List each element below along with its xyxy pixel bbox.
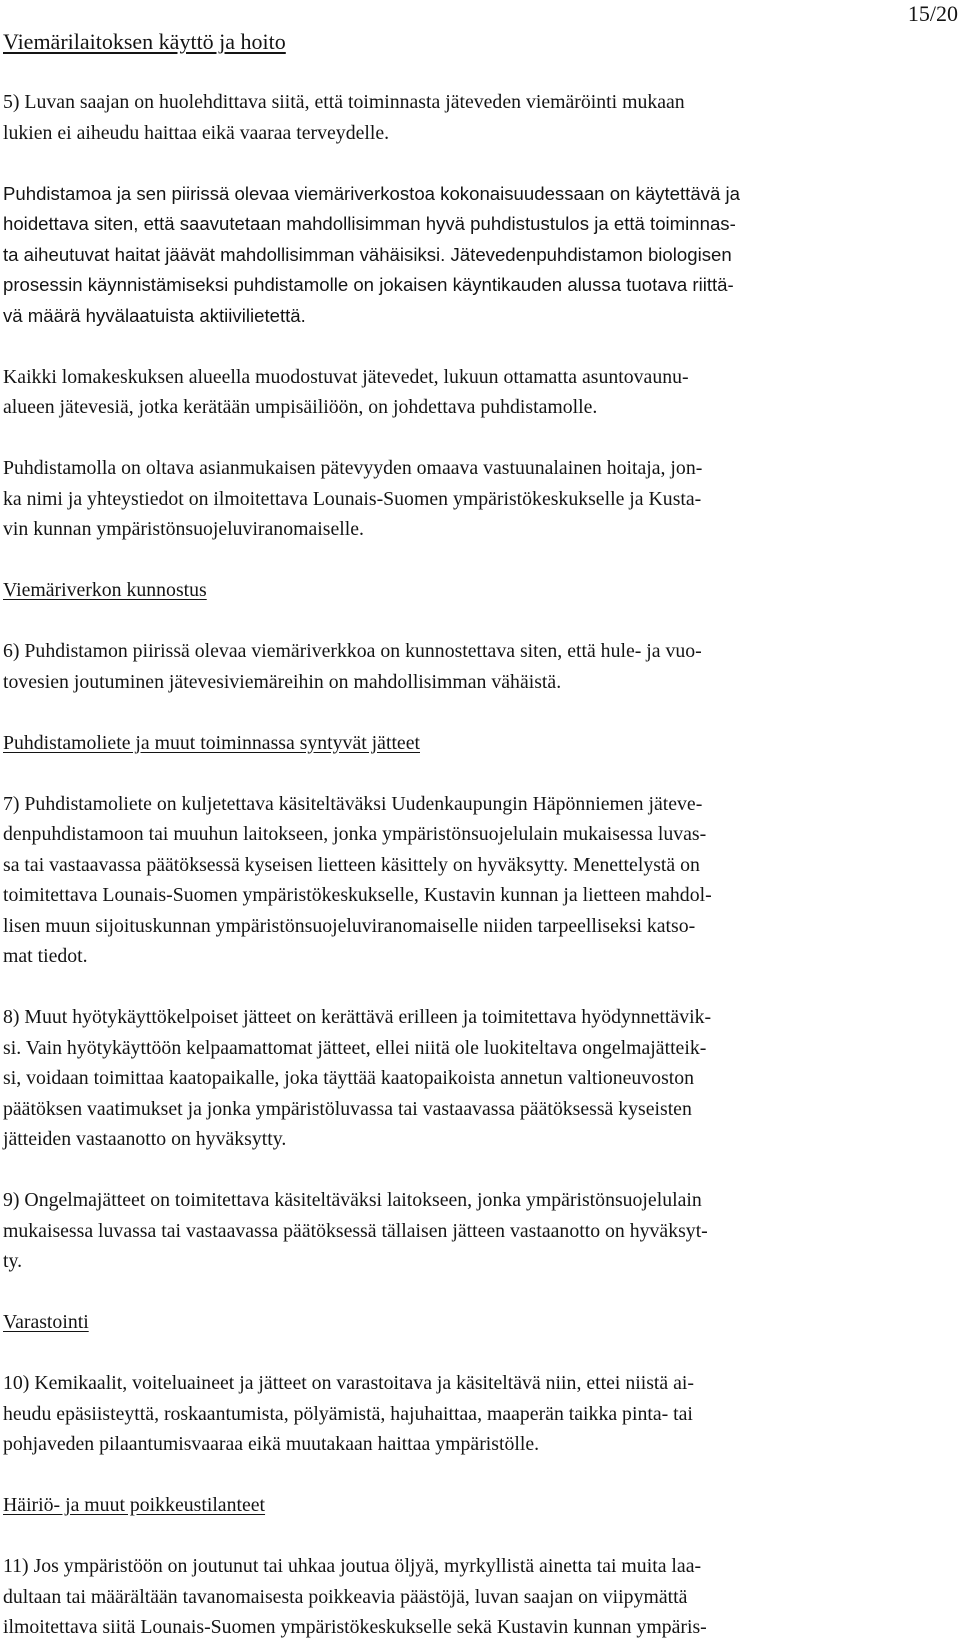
text-line: mukaisessa luvassa tai vastaavassa päätöksessä tällaisen jätteen vastaanotto on hyväksyt- [3,1219,708,1242]
text-line: hoidettava siten, että saavutetaan mahdollisimman hyvä puhdistustulos ja että toiminnas- [3,213,736,234]
text-line: heudu epäsiisteyttä, roskaantumista, pölyämistä, hajuhaittaa, maaperän taikka pinta- tai [3,1402,693,1425]
text-line: 5) Luvan saajan on huolehdittava siitä, että toiminnasta jäteveden viemäröinti mukaan [3,91,685,113]
text-line: ka nimi ja yhteystiedot on ilmoitettava Lounais-Suomen ympäristökeskukselle ja Kusta- [3,487,702,510]
page-number: 15/20 [907,1,958,26]
paragraph-waste-water [3,362,955,423]
text-line: jätteiden vastaanotto on hyväksytty. [3,1128,287,1150]
text-line: prosessin käynnistämiseksi puhdistamolle on jokaisen käyntikauden alussa tuotava riittä- [3,274,734,295]
text-line: si. Vain hyötykäyttöön kelpaamattomat jätteet, ellei niitä ole luokiteltava ongelmajätteik- [3,1036,707,1059]
text-line: ilmoitettava siitä Lounais-Suomen ympäristökeskukselle sekä Kustavin kunnan ympäris- [3,1616,707,1638]
text-line: pohjaveden pilaantumisvaaraa eikä muutakaan haittaa ympäristölle. [3,1433,540,1455]
text-line: ta aiheutuvat haitat jäävät mahdollisimman vähäisiksi. Jätevedenpuhdistamon biologisen [3,243,732,265]
heading-text: Häiriö- ja muut poikkeustilanteet [3,1494,266,1516]
section-heading-sludge-waste [3,728,955,759]
text-line: dultaan tai määrältään tavanomaisesta poikkeavia päästöjä, luvan saajan on viipymättä [3,1585,688,1608]
text-line: lukien ei aiheudu haittaa eikä vaaraa terveydelle. [3,121,390,144]
heading-text: Puhdistamoliete ja muut toiminnassa syntyvät jätteet [3,731,420,754]
text-line: vin kunnan ympäristönsuojeluviranomaiselle. [3,518,364,540]
document-header-title: Viemärilaitoksen käyttö ja hoito [3,29,286,54]
text-line: lisen muun sijoituskunnan ympäristönsuojeluviranomaiselle niiden tarpeelliseksi katso- [3,914,696,937]
text-line: Kaikki lomakeskuksen alueella muodostuvat jätevedet, lukuun ottamatta asuntovaunu- [3,365,689,388]
paragraph-5 [3,87,955,148]
section-heading-sewer-repair [3,575,955,606]
text-line: vä määrä hyvälaatuista aktiivilietettä. [3,304,306,326]
paragraph-9 [3,1185,955,1277]
paragraph-operator [3,453,955,545]
text-line: si, voidaan toimittaa kaatopaikalle, joka täyttää kaatopaikoista annetun valtioneuvoston [3,1067,695,1089]
text-line: ty. [3,1250,23,1272]
paragraph-8 [3,1002,955,1155]
text-line: alueen jätevesiä, jotka kerätään umpisäiliöön, on johdettava puhdistamolle. [3,396,598,418]
text-line: mat tiedot. [3,945,88,967]
text-line: Puhdistamoa ja sen piirissä olevaa viemäriverkostoa kokonaisuudessaan on käytettävä ja [3,182,740,204]
text-line: 8) Muut hyötykäyttökelpoiset jätteet on kerättävä erilleen ja toimitettava hyödynnettävik- [3,1006,712,1028]
text-line: 10) Kemikaalit, voiteluaineet ja jätteet on varastoitava ja käsiteltävä niin, ettei niistä ai- [3,1372,694,1394]
paragraph-7 [3,789,955,972]
text-line: päätöksen vaatimukset ja jonka ympäristöluvassa tai vastaavassa päätöksessä kyseisten [3,1097,692,1120]
text-line: denpuhdistamoon tai muuhun laitokseen, jonka ympäristönsuojelulain mukaisessa luvas- [3,823,707,845]
text-line: Puhdistamolla on oltava asianmukaisen pätevyyden omaava vastuunalainen hoitaja, jon- [3,457,703,479]
document-body [3,87,955,1648]
section-heading-disruptions [3,1490,955,1521]
heading-text: Viemäriverkon kunnostus [3,579,207,601]
section-heading-storage [3,1307,955,1338]
heading-text: Varastointi [3,1311,89,1333]
paragraph-treatment-plant [3,179,955,332]
paragraph-6 [3,636,955,697]
text-line: 7) Puhdistamoliete on kuljetettava käsiteltäväksi Uudenkaupungin Häpönniemen jäteve- [3,792,703,815]
text-line: toimitettava Lounais-Suomen ympäristökeskukselle, Kustavin kunnan ja lietteen mahdol- [3,884,712,906]
text-line: sa tai vastaavassa päätöksessä kyseisen lietteen käsittely on hyväksytty. Menettelystä on [3,853,700,876]
text-line: tovesien joutuminen jätevesiviemäreihin on mahdollisimman vähäistä. [3,670,562,693]
paragraph-11 [3,1551,955,1643]
paragraph-10 [3,1368,955,1460]
text-line: 11) Jos ympäristöön on joutunut tai uhkaa joutua öljyä, myrkyllistä ainetta tai muita laa- [3,1555,702,1577]
text-line: 9) Ongelmajätteet on toimitettava käsiteltäväksi laitokseen, jonka ympäristönsuojelulain [3,1189,702,1211]
text-line: 6) Puhdistamon piirissä olevaa viemäriverkkoa on kunnostettava siten, että hule- ja vuo- [3,640,702,662]
